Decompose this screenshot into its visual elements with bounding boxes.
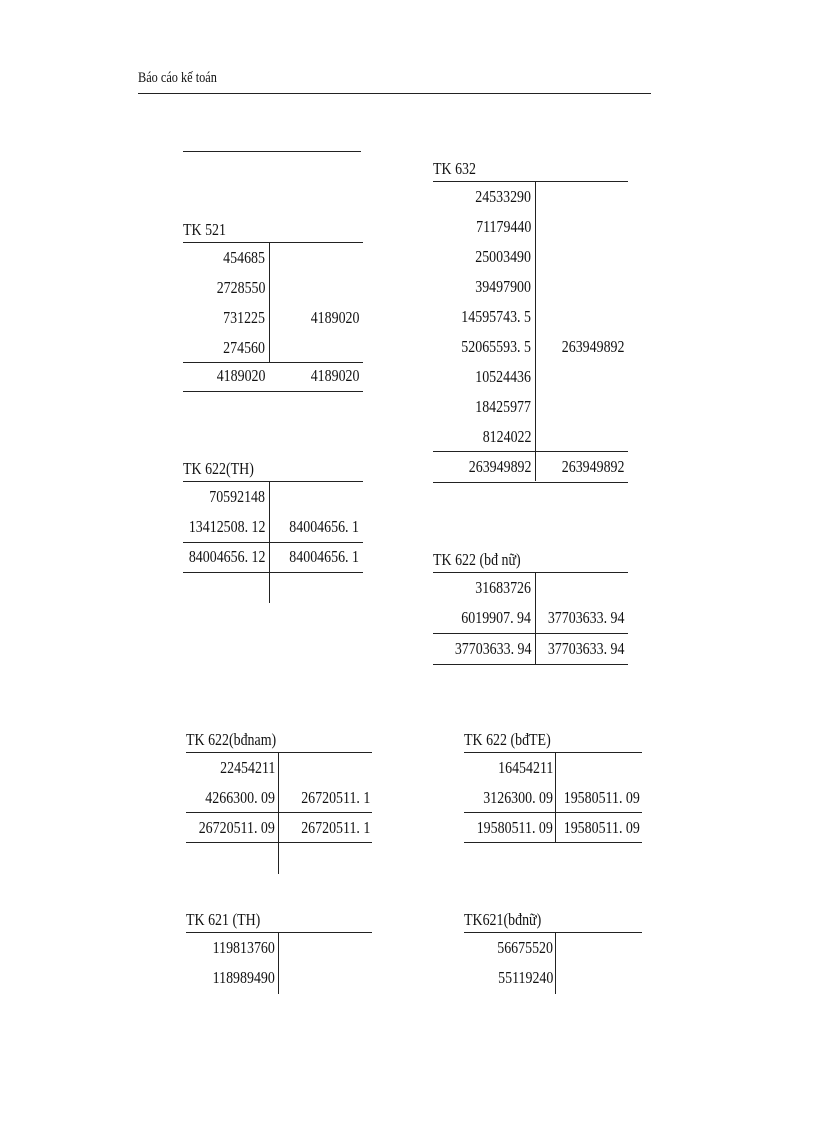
total-debit: 26720511. 09 [198,818,275,837]
account-title: TK 632 [433,159,476,178]
debit-entry: 14595743. 5 [461,307,531,326]
account-title: TK621(bđnữ) [464,910,542,929]
debit-entry: 24533290 [475,187,531,206]
account-header-line [433,572,628,573]
debit-entry: 56675520 [497,938,553,957]
debit-entry: 10524436 [475,367,531,386]
debit-entry: 274560 [223,338,265,357]
total-debit: 263949892 [468,457,531,476]
t-account-tk622-bdnu [433,550,628,670]
total-line [464,812,642,813]
debit-entry: 6019907. 94 [461,608,531,627]
t-account-tk621-bdnu [464,910,642,1000]
header-divider [138,93,651,94]
total-credit: 4189020 [310,366,359,385]
account-divider [555,932,556,994]
debit-entry: 22454211 [219,758,275,777]
account-divider [555,752,556,842]
account-header-line [186,752,372,753]
debit-entry: 13412508. 12 [188,517,265,536]
debit-entry: 71179440 [475,217,531,236]
total-debit: 4189020 [216,366,265,385]
t-account-tk622-bdte [464,730,642,850]
account-title: TK 622 (bđ nữ) [433,550,521,569]
top-divider [183,151,361,152]
account-title: TK 622 (bđTE) [464,730,551,749]
debit-entry: 31683726 [475,578,531,597]
debit-entry: 3126300. 09 [483,788,553,807]
debit-entry: 16454211 [497,758,553,777]
t-account-tk621-th [186,910,372,1000]
account-header-line [183,481,363,482]
account-header-line [433,181,628,182]
account-divider [278,932,279,994]
account-header-line [186,932,372,933]
total-credit: 84004656. 1 [289,547,359,566]
debit-entry: 454685 [223,248,265,267]
account-divider [535,572,536,664]
credit-entry: 4189020 [310,308,359,327]
total-line [183,542,363,543]
debit-entry: 731225 [223,308,265,327]
t-account-tk521 [183,220,363,400]
debit-entry: 8124022 [482,427,531,446]
total-credit: 37703633. 94 [547,639,624,658]
account-title: TK 622(TH) [183,459,254,478]
t-account-tk632 [433,159,628,489]
total-bottom-line [186,842,372,843]
total-bottom-line [464,842,642,843]
account-header-line [464,752,642,753]
total-credit: 19580511. 09 [563,818,640,837]
debit-entry: 18425977 [475,397,531,416]
debit-entry: 119813760 [212,938,275,957]
credit-entry: 263949892 [561,337,624,356]
debit-entry: 25003490 [475,247,531,266]
account-divider [269,242,270,362]
account-header-line [464,932,642,933]
account-divider [535,181,536,481]
account-header-line [183,242,363,243]
debit-entry: 39497900 [475,277,531,296]
total-bottom-line [183,391,363,392]
debit-entry: 52065593. 5 [461,337,531,356]
total-line [183,362,363,363]
account-divider [278,752,279,874]
account-title: TK 622(bđnam) [186,730,277,749]
total-bottom-line [433,664,628,665]
debit-entry: 55119240 [497,968,553,987]
credit-entry: 26720511. 1 [300,788,370,807]
credit-entry: 19580511. 09 [563,788,640,807]
credit-entry: 84004656. 1 [289,517,359,536]
debit-entry: 4266300. 09 [205,788,275,807]
total-credit: 263949892 [561,457,624,476]
total-debit: 37703633. 94 [454,639,531,658]
total-debit: 84004656. 12 [188,547,265,566]
t-account-tk622-bdnam [186,730,372,880]
debit-entry: 2728550 [216,278,265,297]
account-title: TK 521 [183,220,226,239]
t-account-tk622-th [183,459,363,609]
total-debit: 19580511. 09 [476,818,553,837]
total-line [433,633,628,634]
total-bottom-line [433,482,628,483]
debit-entry: 70592148 [209,487,265,506]
credit-entry: 37703633. 94 [547,608,624,627]
page-title: Báo cáo kế toán [138,70,217,86]
account-title: TK 621 (TH) [186,910,261,929]
total-line [186,812,372,813]
debit-entry: 118989490 [212,968,275,987]
total-credit: 26720511. 1 [300,818,370,837]
total-bottom-line [183,572,363,573]
total-line [433,451,628,452]
